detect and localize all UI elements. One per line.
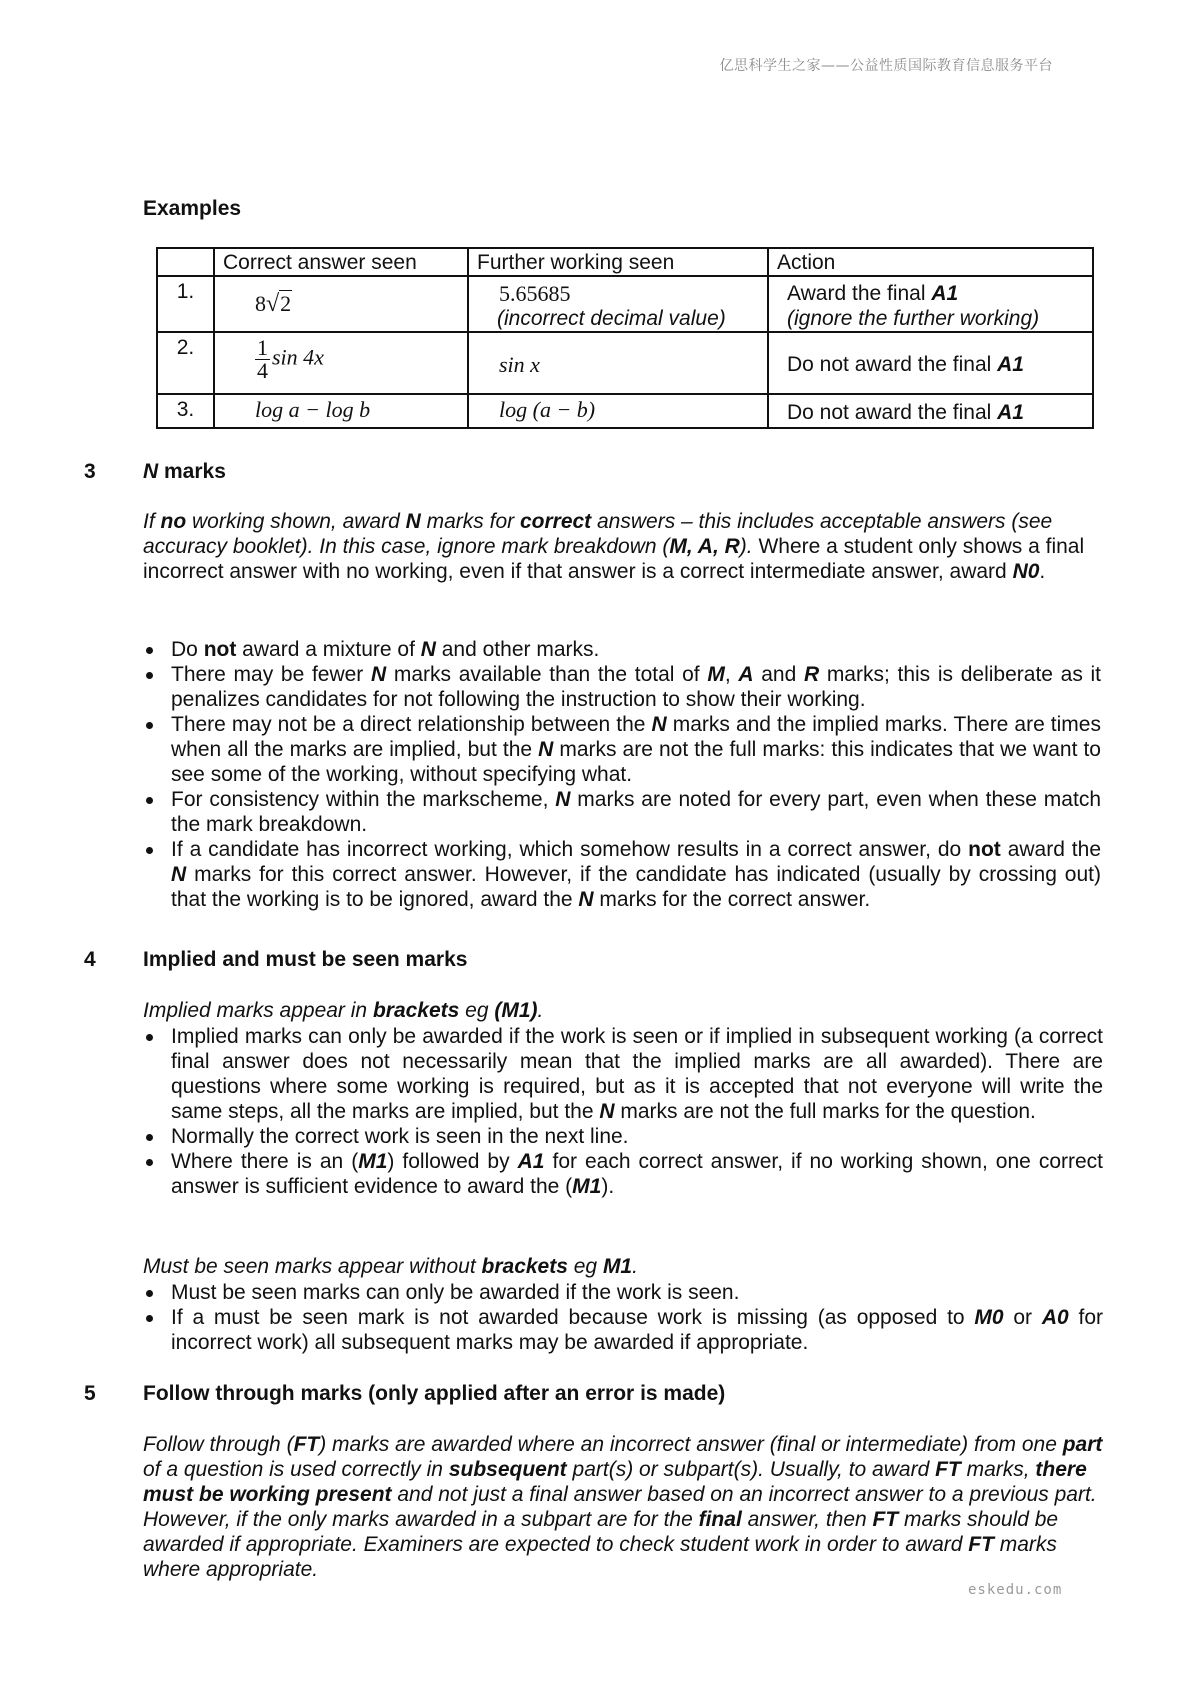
action-cell (768, 394, 1093, 428)
list-item: Must be seen marks can only be awarded if the work is seen. (143, 1280, 1103, 1305)
n-marks-intro: If no working shown, award N marks for correct answers – this includes acceptable answers (see accuracy booklet). In this case, ignore mark breakdown (M, A, R). Where a student only shows a final incorrect answer with no working, even if that answer is a correct intermediate answer, award N0. (143, 510, 1085, 583)
title-text: marks (158, 460, 226, 483)
correct-answer-cell: 8√2 (214, 276, 468, 332)
implied-bullets (143, 1024, 1103, 1199)
further-working-cell (468, 394, 768, 428)
section-title-follow-through: Follow through marks (only applied after an error is made) (143, 1382, 726, 1405)
must-be-seen-intro: Must be seen marks appear without brackets eg M1. (143, 1255, 638, 1278)
list-item: Do not award a mixture of N and other marks. (143, 637, 1101, 662)
table-header (157, 248, 214, 276)
fraction-denominator: 4 (257, 358, 268, 383)
header-note: 亿思科学生之家——公益性质国际教育信息服务平台 (719, 58, 1053, 74)
section-number: 3 (84, 460, 96, 483)
list-item: For consistency within the markscheme, N marks are noted for every part, even when these match the mark breakdown. (143, 787, 1101, 837)
must-be-seen-bullets (143, 1280, 1103, 1355)
action-mark: A1 (931, 282, 959, 305)
table-header: Correct answer seen (214, 248, 468, 276)
row-number: 2. (157, 332, 214, 394)
action-text: Do not award the final (787, 401, 992, 424)
follow-through-paragraph: Follow through (FT) marks are awarded where an incorrect answer (final or intermediate) from one part of a question is used correctly in subsequent part(s) or subpart(s). Usually, to award FT marks, there must be working present and not just a final answer based on an incorrect answer to a previous part. However, if the only marks awarded in a subpart are for the final answer, then FT marks should be awarded if appropriate. Examiners are expected to check student work in order to award FT marks where appropriate. (143, 1433, 1103, 1581)
action-mark: A1 (997, 401, 1024, 424)
action-note: (ignore the further working) (787, 307, 1040, 330)
answer-radicand: 2 (280, 291, 292, 316)
row-number: 3. (157, 394, 214, 428)
answer-integer: 8 (255, 291, 266, 316)
list-item: If a candidate has incorrect working, which somehow results in a correct answer, do not award the N marks for this correct answer. However, if the candidate has indicated (usually by crossing out) that the working is to be ignored, award the N marks for the correct answer. (143, 837, 1101, 912)
further-working-cell (468, 276, 768, 332)
list-item: There may not be a direct relationship between the N marks and the implied marks. There are times when all the marks are implied, but the N marks are not the full marks: this indicates that we want to see some of the working, without specifying what. (143, 712, 1101, 787)
further-working-cell (468, 332, 768, 394)
further-value: log (a − b) (499, 397, 596, 422)
action-cell (768, 332, 1093, 394)
section-title-n-marks (143, 459, 226, 484)
list-item: Implied marks can only be awarded if the work is seen or if implied in subsequent working (a correct final answer does not necessarily mean that the implied marks are all awarded). There are questions where some working is required, but as it is accepted that not everyone will write the same steps, all the marks are implied, but the N marks are not the full marks for the question. (143, 1024, 1103, 1124)
n-marks-bullets (143, 637, 1101, 912)
table-header-row (157, 248, 1093, 276)
section-number: 4 (84, 948, 96, 971)
action-text: Award the final (787, 282, 926, 305)
table-row (157, 276, 1093, 332)
action-text: Do not award the final (787, 353, 992, 376)
examples-table (156, 247, 1094, 429)
further-note: (incorrect decimal value) (497, 307, 726, 330)
action-cell (768, 276, 1093, 332)
action-mark: A1 (997, 353, 1024, 376)
correct-answer-cell (214, 332, 468, 394)
table-row (157, 332, 1093, 394)
answer-rest: sin 4x (272, 344, 324, 370)
section-number: 5 (84, 1382, 96, 1405)
footer-note: eskedu.com (968, 1582, 1063, 1598)
answer-expression: log a − log b (255, 397, 371, 422)
list-item: There may be fewer N marks available than the total of M, A and R marks; this is deliberate as it penalizes candidates for not following the instruction to show their working. (143, 662, 1101, 712)
further-value: sin x (499, 352, 540, 377)
section-title-implied: Implied and must be seen marks (143, 948, 468, 971)
row-number: 1. (157, 276, 214, 332)
examples-title: Examples (143, 197, 242, 220)
list-item: If a must be seen mark is not awarded because work is missing (as opposed to M0 or A0 for incorrect work) all subsequent marks may be awarded if appropriate. (143, 1305, 1103, 1355)
list-item: Where there is an (M1) followed by A1 for each correct answer, if no working shown, one correct answer is sufficient evidence to award the (M1). (143, 1149, 1103, 1199)
list-item: Normally the correct work is seen in the next line. (143, 1124, 1103, 1149)
table-header: Action (768, 248, 1093, 276)
fraction-numerator: 1 (257, 335, 268, 360)
correct-answer-cell (214, 394, 468, 428)
n-mark: N (143, 460, 159, 483)
implied-intro: Implied marks appear in brackets eg (M1). (143, 999, 544, 1022)
table-header: Further working seen (468, 248, 768, 276)
table-row (157, 394, 1093, 428)
further-value: 5.65685 (499, 281, 571, 306)
